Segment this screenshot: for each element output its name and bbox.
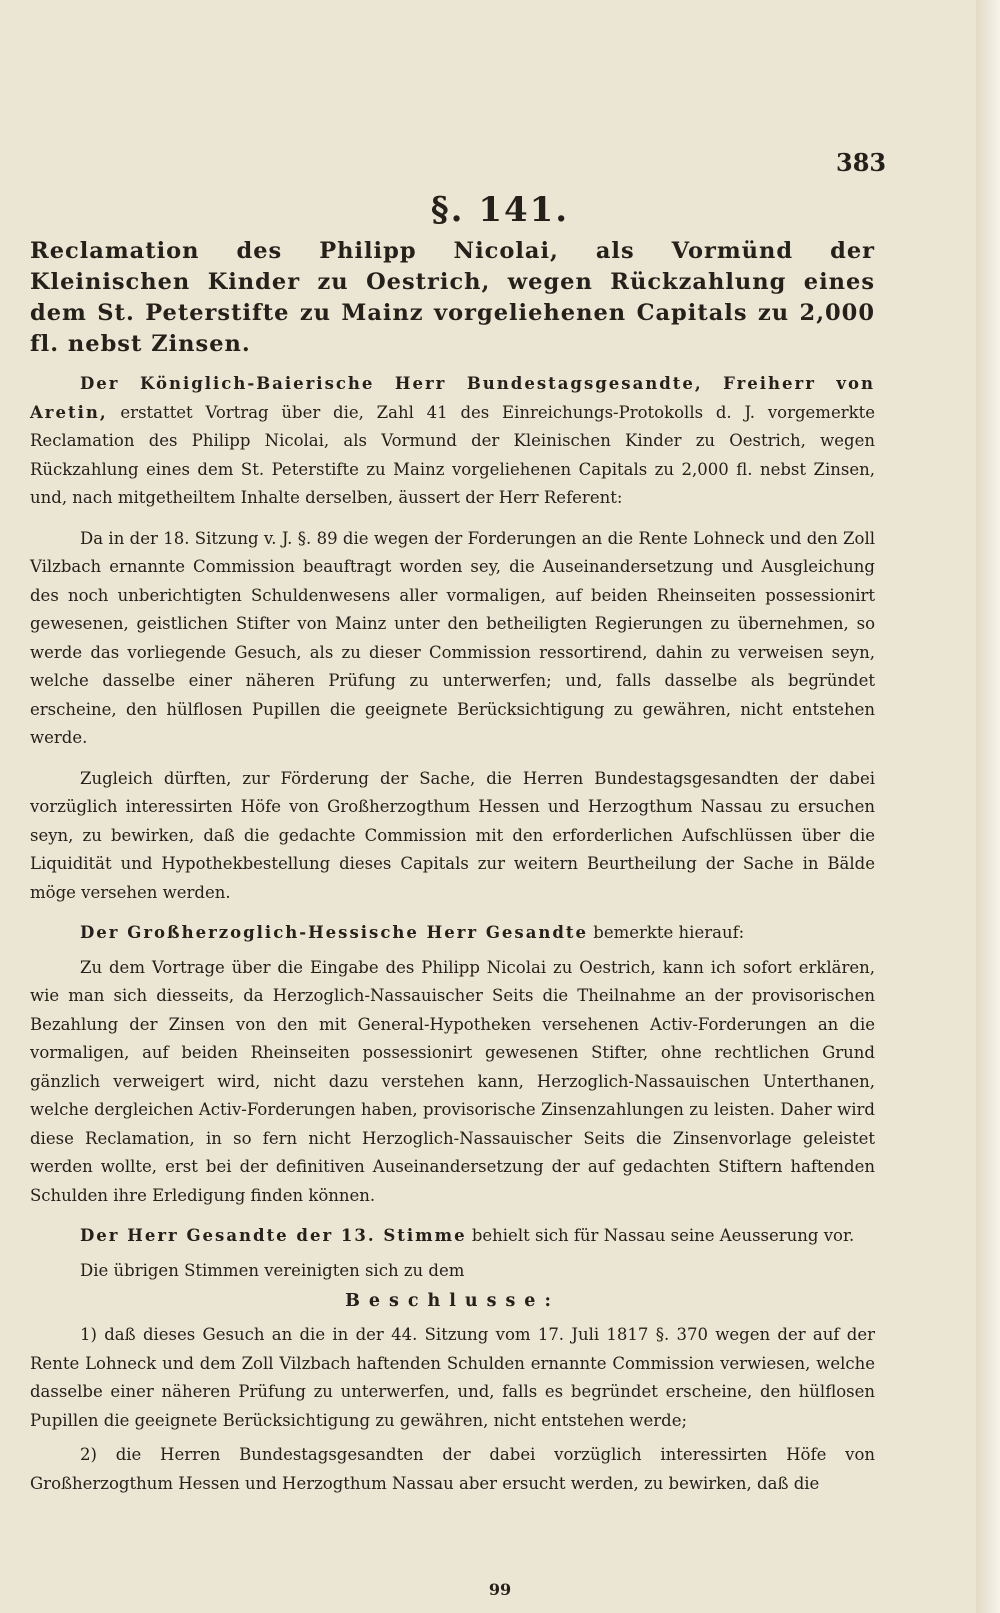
paragraph-vote-13 bbox=[30, 1222, 875, 1251]
paragraph-hesse-intro-text: bemerkte hierauf: bbox=[588, 923, 745, 942]
paragraph-vote-13-text: behielt sich für Nassau seine Aeusserung vor. bbox=[466, 1226, 855, 1245]
page-number: 383 bbox=[836, 148, 887, 177]
signature-mark: 99 bbox=[488, 1580, 512, 1599]
section-number: §. 141. bbox=[430, 190, 570, 230]
body-text bbox=[30, 236, 875, 1504]
page-edge bbox=[976, 0, 1000, 1613]
paragraph-hesse-intro bbox=[30, 919, 875, 948]
paragraph-commission: Da in der 18. Sitzung v. J. §. 89 die wegen der Forderungen an die Rente Lohneck und den Zoll Vilzbach ernannte Commission beauftragt worden sey, die Auseinandersetzung und Ausgleichung des noch unberichtigten Schuldenwesens aller vormaligen, auf beiden Rheinseiten possessionirt gewesenen, geistlichen Stifter von Mainz unter den betheiligten Regierungen zu übernehmen, so werde das vorliegende Gesuch, als zu dieser Commission ressortirend, dahin zu verweisen seyn, welche dasselbe einer näheren Prüfung zu unterwerfen; und, falls dasselbe als begründet erscheine, den hülflosen Pupillen die geeignete Berücksichtigung zu gewähren, nicht entstehen werde. bbox=[30, 528, 875, 747]
speaker-vote-13: Der Herr Gesandte der 13. Stimme bbox=[80, 1226, 467, 1245]
speaker-hesse: Der Großherzoglich-Hessische Herr Gesandte bbox=[80, 923, 589, 942]
speaker-bavaria: Der Königlich-Baierische Herr Bundestagsgesandte, Freiherr von Aretin, bbox=[30, 374, 875, 422]
paragraph-report bbox=[30, 370, 875, 513]
paragraph-report-text: erstattet Vortrag über die, Zahl 41 des Einreichungs-Protokolls d. J. vorgemerkte Reclamation des Philipp Nicolai, als Vormund der Kleinischen Kinder zu Oestrich, wegen Rückzahlung eines dem St. Peterstifte zu Mainz vorgeliehenen Capitals zu 2,000 fl. nebst Zinsen, und, nach mitgetheiltem Inhalte derselben, äussert der Herr Referent: bbox=[30, 402, 875, 507]
section-heading: Reclamation des Philipp Nicolai, als Vormünd der Kleinischen Kinder zu Oestrich, wegen Rückzahlung eines dem St. Peterstifte zu Mainz vorgeliehenen Capitals zu 2,000 fl. nebst Zinsen. bbox=[30, 238, 875, 357]
resolution-heading: Beschlusse: bbox=[345, 1291, 560, 1311]
resolution-item-1: 1) daß dieses Gesuch an die in der 44. Sitzung vom 17. Juli 1817 §. 370 wegen der auf der Rente Lohneck und dem Zoll Vilzbach haftenden Schulden ernannte Commission verwiesen, welche dasselbe einer näheren Prüfung zu unterwerfen, und, falls es begründet erscheine, den hülflosen Pupillen die geeignete Berücksichtigung zu gewähren, nicht entstehen werde; bbox=[30, 1325, 875, 1430]
resolution-item-2: 2) die Herren Bundestagsgesandten der dabei vorzüglich interessirten Höfe von Großherzogthum Hessen und Herzogthum Nassau aber ersucht werden, zu bewirken, daß die bbox=[30, 1445, 875, 1493]
paragraph-remaining-votes: Die übrigen Stimmen vereinigten sich zu dem bbox=[80, 1260, 465, 1280]
paragraph-hesse-statement: Zu dem Vortrage über die Eingabe des Philipp Nicolai zu Oestrich, kann ich sofort erklären, wie man sich diesseits, da Herzoglich-Nassauischer Seits die Theilnahme an der provisorischen Bezahlung der Zinsen von den mit General-Hypotheken versehenen Activ-Forderungen an die vormaligen, auf beiden Rheinseiten possessionirt gewesenen Stifter, ohne rechtlichen Grund gänzlich verweigert wird, nicht dazu verstehen kann, Herzoglich-Nassauischen Unterthanen, welche dergleichen Activ-Forderungen haben, provisorische Zinsenzahlungen zu leisten. Daher wird diese Reclamation, in so fern nicht Herzoglich-Nassauischer Seits die Zinsenvorlage geleistet werden wollte, erst bei der definitiven Auseinandersetzung der auf gedachten Stiftern haftenden Schulden ihre Erledigung finden können. bbox=[30, 957, 875, 1205]
paragraph-request: Zugleich dürften, zur Förderung der Sache, die Herren Bundestagsgesandten der dabei vorzüglich interessirten Höfe von Großherzogthum Hessen und Herzogthum Nassau zu ersuchen seyn, zu bewirken, daß die gedachte Commission mit den erforderlichen Aufschlüssen über die Liquidität und Hypothekbestellung dieses Capitals zur weitern Beurtheilung der Sache in Bälde möge versehen werden. bbox=[30, 768, 875, 902]
